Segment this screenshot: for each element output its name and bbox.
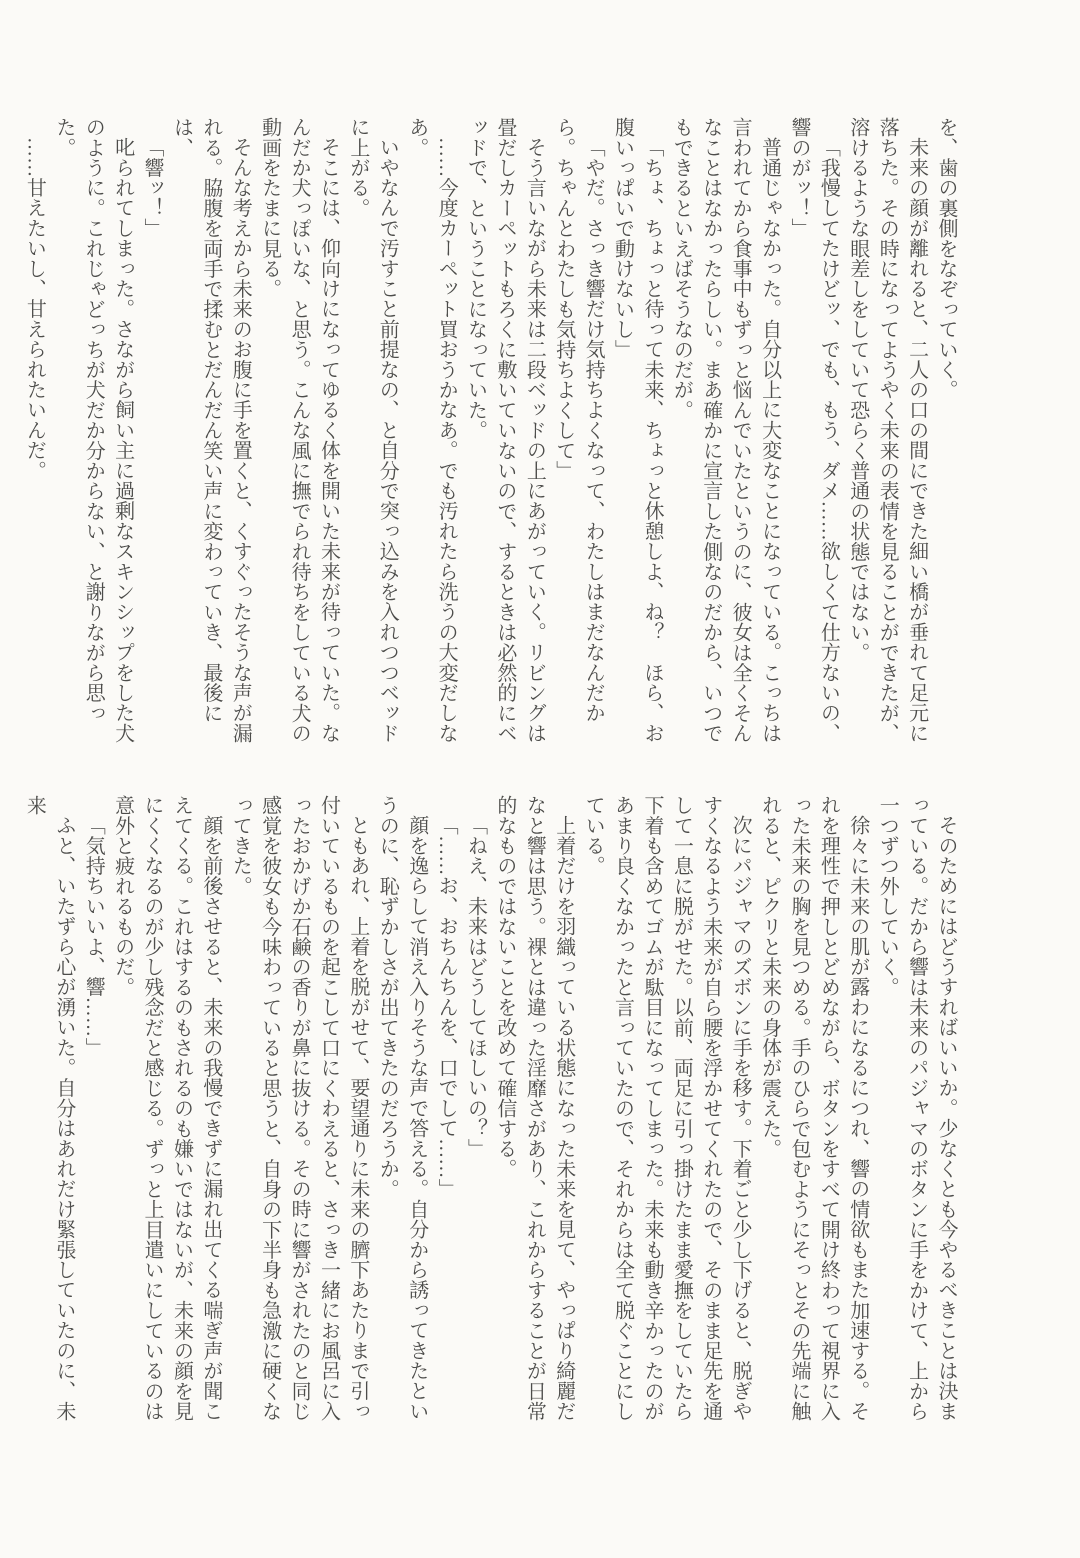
text-block-top	[23, 117, 960, 760]
paragraph: 叱られてしまった。さながら飼い主に過剰なスキンシップをした犬のように。これじゃどっちが犬だか分からない、と謝りながら思った。	[52, 117, 134, 743]
paragraph: 上着だけを羽織っている状態になった未来を見て、やっぱり綺麗だなと響は思う。裸とは違った淫靡さがあり、これからすることが日常的なものではないことを改めて確信する。	[493, 795, 575, 1422]
paragraph: 「やだ。さっき響だけ気持ちよくなって、わたしはまだなんだから。ちゃんとわたしも気持ちよくして」	[552, 117, 605, 723]
paragraph: 「響ッ！」	[141, 137, 164, 238]
text-block-bottom	[23, 795, 960, 1438]
paragraph: 「……お、おちんちんを、口でして……」	[435, 815, 458, 1199]
paragraph: を、歯の裏側をなぞっていく。	[935, 117, 957, 400]
paragraph: 「気持ちいいよ、響……」	[82, 815, 105, 1058]
paragraph: 「ちょ、ちょっと待って未来、ちょっと休憩しよ、ね？ ほら、お腹いっぱいで動けないし」	[611, 117, 663, 743]
paragraph: 顔を逸らして消え入りそうな声で答える。自分から誘ってきたというのに、恥ずかしさが出てきたのだろうか。	[376, 795, 428, 1421]
paragraph: 普通じゃなかった。自分以上に大変なことになっている。こっちは言われてから食事中もずっと悩んでいたというのに、彼女は全くそんなことはなかったらしい。まあ確かに宣言した側なのだから、いつでもできるといえばそうなのだが。	[670, 117, 781, 744]
paragraph: 次にパジャマのズボンに手を移す。下着ごと少し下げると、脱ぎやすくなるよう未来が自ら腰を浮かせてくれたので、そのまま足先を通して一息に脱がせた。以前、両足に引っ掛けたまま愛撫をしていたら下着も含めてゴムが駄目になってしまった。未来も動き辛かったのがあまり良くなかったと言っていたので、それからは全て脱ぐことにしている。	[582, 795, 752, 1422]
paragraph: そのためにはどうすればいいか。少なくとも今やるべきことは決まっている。だから響は未来のパジャマのボタンに手をかけて、上から一つずつ外していく。	[876, 795, 957, 1422]
paragraph: 「ねえ、未来はどうしてほしいの？」	[464, 815, 487, 1159]
paragraph: ……甘えたいし、甘えられたいんだ。	[23, 137, 46, 481]
paragraph: そこには、仰向けになってゆるく体を開いた未来が待っていた。なんだか犬っぽいな、と思う。こんな風に撫でられ待ちをしている犬の動画をたまに見る。	[258, 117, 340, 744]
paragraph: 顔を前後させると、未来の我慢できずに漏れ出てくる喘ぎ声が聞こえてくる。これはするのもされるのも嫌いではないが、未来の顔を見にくくなるのが少し残念だと感じる。ずっと上目遣いにしているのは意外と疲れるものだ。	[111, 795, 222, 1422]
paragraph: そう言いながら未来は二段ベッドの上にあがっていく。リビングは畳だしカーペットもろくに敷いていないので、するときは必然的にベッドで、ということになっていた。	[464, 117, 546, 744]
paragraph: 徐々に未来の肌が露わになるにつれ、響の情欲もまた加速する。それを理性で押しとどめながら、ボタンをすべて開け終わって視界に入った未来の胸を見つめる。手のひらで包むようにそっとその先端に触れると、ピクリと未来の身体が震えた。	[758, 795, 869, 1422]
paragraph: そんな考えから未来のお腹に手を置くと、くすぐったそうな声が漏れる。脇腹を両手で揉むとだんだん笑い声に変わっていき、最後には、	[170, 117, 252, 743]
paragraph: ……今度カーペット買おうかなあ。でも汚れたら洗うの大変だしなあ。	[405, 117, 458, 743]
paragraph: いやなんで汚すこと前提なの、と自分で突っ込みを入れつつベッドに上がる。	[346, 117, 399, 743]
paragraph: 「我慢してたけどッ、でも、もう、ダメ……欲しくて仕方ないの、響のがッ！」	[787, 117, 840, 743]
paragraph: ふと、いたずら心が湧いた。自分はあれだけ緊張していたのに、未来	[23, 795, 75, 1421]
paragraph: 未来の顔が離れると、二人の口の間にできた細い橋が垂れて足元に落ちた。その時になってようやく未来の表情を見ることができたが、溶けるような眼差しをしていて恐らく普通の状態ではない。	[846, 117, 928, 744]
paragraph: ともあれ、上着を脱がせて、要望通りに未来の臍下あたりまで引っ付いているものを起こして口にくわえると、さっき一緒にお風呂に入ったおかげか石鹸の香りが鼻に抜ける。その時に響がされたのと同じ感覚を彼女も今味わっていると思うと、自身の下半身も急激に硬くなってきた。	[229, 795, 369, 1422]
